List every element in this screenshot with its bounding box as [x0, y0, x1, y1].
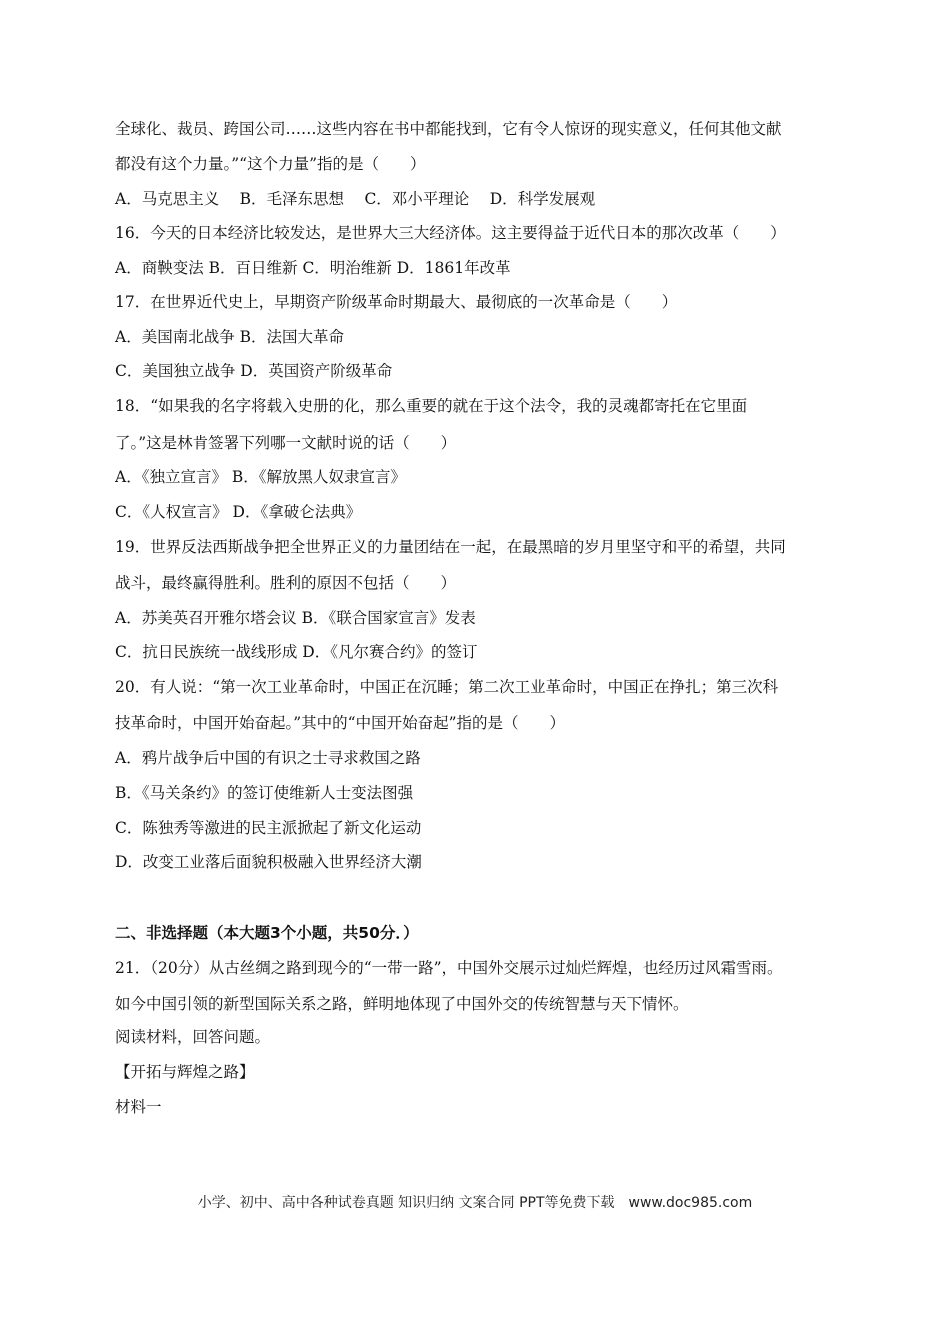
question-18: 18．“如果我的名字将载入史册的化，那么重要的就在于这个法令，我的灵魂都寄托在它里面 [115, 397, 748, 415]
option-line: A．美国南北战争 B．法国大革命 [115, 328, 345, 346]
text-line: 了。”这是林肯签署下列哪一文献时说的话（ ） [115, 434, 457, 452]
question-21: 21．（20分）从古丝绸之路到现今的“一带一路”，中国外交展示过灿烂辉煌，也经历过风霜雪雨。 [115, 959, 783, 977]
option-line: C．陈独秀等激进的民主派掀起了新文化运动 [115, 819, 422, 837]
option-line: A．马克思主义 B．毛泽东思想 C．邓小平理论 D．科学发展观 [115, 190, 596, 208]
option-line: C．美国独立战争 D．英国资产阶级革命 [115, 362, 393, 380]
section-title: 二、非选择题（本大题3个小题，共50分．） [115, 924, 419, 942]
question-16: 16．今天的日本经济比较发达，是世界大三大经济体。这主要得益于近代日本的那次改革（ ） [115, 224, 786, 242]
material-label: 材料一 [115, 1098, 162, 1116]
question-17: 17．在世界近代史上，早期资产阶级革命时期最大、最彻底的一次革命是（ ） [115, 293, 678, 311]
text-line: 阅读材料，回答问题。 [115, 1028, 271, 1046]
option-line: A．鸦片战争后中国的有识之士寻求救国之路 [115, 749, 421, 767]
text-line: 技革命时，中国开始奋起。”其中的“中国开始奋起”指的是（ ） [115, 714, 566, 732]
option-line: A．商鞅变法 B．百日维新 C．明治维新 D．1861年改革 [115, 259, 511, 277]
page-footer: 小学、初中、高中各种试卷真题 知识归纳 文案合同 PPT等免费下载 www.doc985.com [197, 1195, 753, 1211]
question-19: 19．世界反法西斯战争把全世界正义的力量团结在一起，在最黑暗的岁月里坚守和平的希望，共同 [115, 538, 786, 556]
option-line: A．《独立宣言》 B．《解放黑人奴隶宣言》 [115, 468, 407, 486]
subheading: 【开拓与辉煌之路】 [115, 1063, 255, 1081]
text-line: 如今中国引领的新型国际关系之路，鲜明地体现了中国外交的传统智慧与天下情怀。 [115, 995, 689, 1013]
option-line: C．抗日民族统一战线形成 D．《凡尔赛合约》的签订 [115, 643, 478, 661]
text-line: 全球化、裁员、跨国公司……这些内容在书中都能找到，它有令人惊讶的现实意义，任何其他文献 [115, 120, 782, 138]
option-line: A．苏美英召开雅尔塔会议 B．《联合国家宣言》发表 [115, 609, 476, 627]
option-line: D．改变工业落后面貌积极融入世界经济大潮 [115, 853, 422, 871]
option-line: C．《人权宣言》 D．《拿破仑法典》 [115, 503, 362, 521]
option-line: B．《马关条约》的签订使维新人士变法图强 [115, 784, 414, 802]
question-20: 20．有人说：“第一次工业革命时，中国正在沉睡；第二次工业革命时，中国正在挣扎；第三次科 [115, 678, 779, 696]
text-line: 都没有这个力量。”“这个力量”指的是（ ） [115, 155, 426, 173]
text-line: 战斗，最终赢得胜利。胜利的原因不包括（ ） [115, 574, 457, 592]
